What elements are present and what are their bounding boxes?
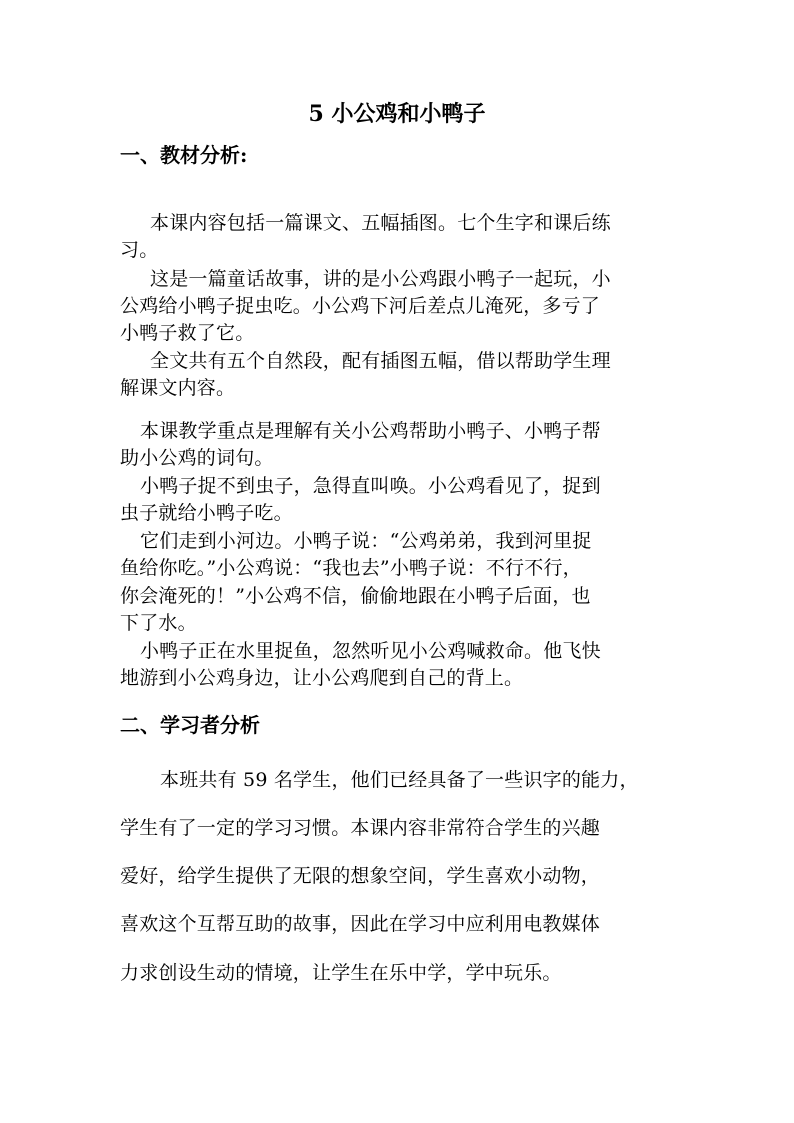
section-heading-learner-analysis: 二、学习者分析 xyxy=(120,713,260,737)
paragraph-line: 你会淹死的！”小公鸡不信，偷偷地跟在小鸭子后面，也 xyxy=(120,585,591,607)
paragraph-line: 这是一篇童话故事，讲的是小公鸡跟小鸭子一起玩，小 xyxy=(150,268,611,290)
paragraph-line: 全文共有五个自然段，配有插图五幅，借以帮助学生理 xyxy=(150,350,611,372)
paragraph-line: 鱼给你吃。”小公鸡说：“我也去”小鸭子说：不行不行， xyxy=(120,557,582,579)
paragraph-line: 助小公鸡的词句。 xyxy=(120,447,274,469)
paragraph-line: 解课文内容。 xyxy=(120,377,236,399)
paragraph-line: 爱好，给学生提供了无限的想象空间，学生喜欢小动物， xyxy=(120,865,601,887)
paragraph-line: 地游到小公鸡身边，让小公鸡爬到自己的背上。 xyxy=(120,667,524,689)
paragraph-line: 学生有了一定的学习习惯。本课内容非常符合学生的兴趣 xyxy=(120,817,601,839)
paragraph-line: 小鸭子救了它。 xyxy=(120,322,255,344)
paragraph-line: 公鸡给小鸭子捉虫吃。小公鸡下河后差点儿淹死，多亏了 xyxy=(120,295,601,317)
paragraph-line: 下了水。 xyxy=(120,612,197,634)
paragraph-line: 本班共有 59 名学生，他们已经具备了一些识字的能力， xyxy=(160,769,639,791)
paragraph-line: 本课教学重点是理解有关小公鸡帮助小鸭子、小鸭子帮 xyxy=(140,420,601,442)
paragraph-line: 虫子就给小鸭子吃。 xyxy=(120,502,293,524)
paragraph-line: 小鸭子正在水里捉鱼，忽然听见小公鸡喊救命。他飞快 xyxy=(140,640,601,662)
paragraph-line: 它们走到小河边。小鸭子说：“公鸡弟弟，我到河里捉 xyxy=(140,530,592,552)
paragraph-line: 本课内容包括一篇课文、五幅插图。七个生字和课后练 xyxy=(150,212,611,234)
document-title: 5 小公鸡和小鸭子 xyxy=(308,101,486,127)
paragraph-line: 力求创设生动的情境，让学生在乐中学，学中玩乐。 xyxy=(120,962,562,984)
paragraph-line: 喜欢这个互帮互助的故事，因此在学习中应利用电教媒体 xyxy=(120,913,601,935)
section-heading-textbook-analysis: 一、教材分析: xyxy=(120,143,248,167)
paragraph-line: 习。 xyxy=(120,239,159,261)
paragraph-line: 小鸭子捉不到虫子，急得直叫唤。小公鸡看见了，捉到 xyxy=(140,475,601,497)
